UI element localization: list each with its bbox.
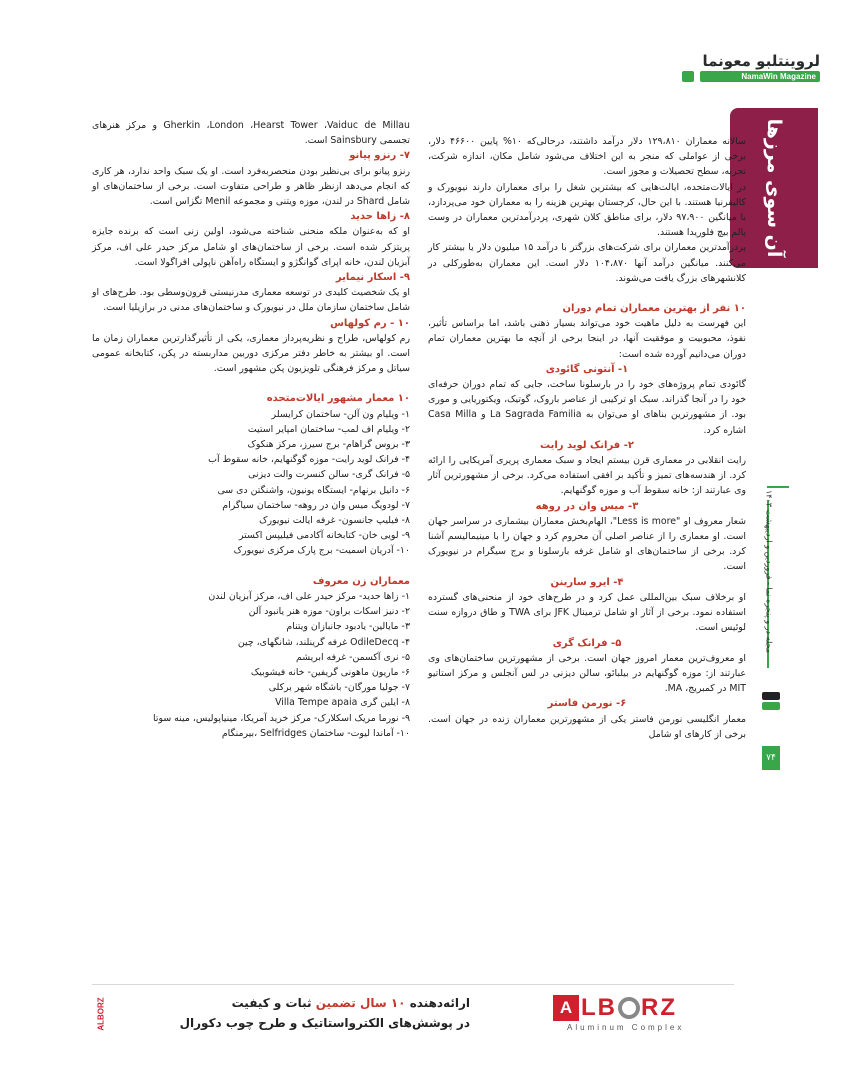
list-item: ۶- دانیل برنهام- ایستگاه یونیون، واشنگتن دی سی xyxy=(217,484,410,496)
list-item: ۱- زاها حدید- مرکز حیدر علی اف، مرکز آبزیان لندن xyxy=(208,590,410,602)
list-item: ۴- فرانک لوید رایت- موزه گوگنهایم، خانه سقوط آب xyxy=(208,454,410,466)
side-tick xyxy=(767,486,789,488)
architect-text: او یک شخصیت کلیدی در توسعه معماری مدرنیستی قرون‌وسطی بود. طرح‌های او شامل ساختمان سازمان ملل در نیویورک و ساختمان‌های مدنی در برازیلیا است. xyxy=(92,287,410,314)
architect-text: او برخلاف سبک بین‌المللی عمل کرد و در طرح‌های خود از منحنی‌های گسترده استفاده نمود. برخی از آثار او شامل ترمینال JFK برای TWA و طاق دروازه سنت لوئیس است. xyxy=(428,591,747,634)
list-item: ۳- بروس گراهام- برج سیرز، مرکز هنکوک xyxy=(247,439,410,451)
list-item: ۷- لودویگ میس وان در روهه- ساختمان سیاگرام xyxy=(222,499,410,511)
architect-heading: ۵- فرانک گری xyxy=(552,637,622,649)
architect-heading: ۸- زاها حدید xyxy=(350,211,410,223)
article-column-left xyxy=(92,118,410,741)
section-intro: این فهرست به دلیل ماهیت خود می‌تواند بسیار ذهنی باشد، اما براساس تأثیر، نفوذ، محبوبیت و موفقیت آنها، در اینجا برخی از آنچه ما بهترین معماران تمام دوران می‌دانیم آورده شده است: xyxy=(428,318,746,360)
list-item: ۶- ماریون ماهونی گریفین- خانه فیشوبیک xyxy=(250,666,410,678)
architect-heading: ۱۰ - رم کولهاس xyxy=(330,317,410,329)
continuation-text: Gherkin ،London ،Hearst Tower ،Vaiduc de Millau و مرکز هنرهای تجسمی Sainsbury است. xyxy=(92,120,410,147)
architect-text: رایت انقلابی در معماری قرن بیستم ایجاد و سبک معماری پریری آمریکایی را ارائه کرد. از هندسه‌های تمیز و تأکید بر افقی استفاده می‌کرد. برخی از مشهورترین آثار وی عبارتند از: خانه سقوط آب و موزه گوگنهایم. xyxy=(428,455,746,497)
list-item: ۲- دنیز اسکات براون- موزه هنر یانبود آلن xyxy=(248,606,410,618)
architect-heading: ۷- رنزو پیانو xyxy=(349,150,410,162)
architect-heading: ۹- اسکار نیمایر xyxy=(335,272,410,284)
ad-tagline-secondary: در پوشش‌های الکترواستاتیک و طرح چوب دکورال xyxy=(179,1016,470,1030)
architect-heading: ۳- میس وان در روهه xyxy=(535,500,639,512)
alborz-wordmark: LB RZ xyxy=(581,994,677,1021)
list-item: ۳- مایالین- یادبود جانبازان ویتنام xyxy=(286,621,410,633)
architect-text: گائودی تمام پروژه‌های خود را در بارسلونا ساخت، جایی که تمام دوران حرفه‌ای خود را در آنجا گذراند. سبک او ترکیبی از عناصر باروک، گوتیک، ویکتوریایی و موری بود. از مشهورترین بناهای او می‌توان به La Sagrada Familia و Casa Milla اشاره کرد. xyxy=(428,379,746,436)
alborz-logo-mark: A xyxy=(553,995,579,1021)
architect-heading: ۶- نورمن فاستر xyxy=(547,698,627,710)
architect-text: رم کولهاس، طراح و نظریه‌پرداز معماری، یکی از تأثیرگذارترین معماران زمان ما است. او بیشتر به خاطر دفتر مرکزی دوربین مداربسته در پکن، کتابخانه عمومی سیاتل و مرکز فرهنگی تلویزیون پکن مشهور است. xyxy=(92,332,410,375)
intro-paragraph: در ایالات‌متحده، ایالت‌هایی که بیشترین شغل را برای معماران دارند نیویورک و کالیفرنیا هستند. با این حال، کرجستان بهترین هزینه را به معماران خود می‌پردازد، با میانگین ۹۷،۹۰۰ دلار، برای مناطق کلان شهری، پردرآمدترین معماران در وست پالم بیچ فلوریدا هستند. xyxy=(428,181,746,239)
architect-heading: ۲- فرانک لوید رایت xyxy=(540,439,634,451)
list-item: ۸- ایلین گری Villa Tempe apaia xyxy=(275,697,410,709)
architect-heading: ۴- ایرو سارینن xyxy=(550,576,624,588)
ad-tagline-end: ثبات و کیفیت xyxy=(231,996,312,1010)
list-item: ۴- OdileDecq غرفه گرینلند، شانگهای، چین xyxy=(237,636,410,648)
logo-mark xyxy=(682,71,694,82)
page-number: ۷۴ xyxy=(762,746,780,770)
logo-text: لروینتلبو معونما xyxy=(702,52,820,70)
famous-us-heading: ۱۰ معمار مشهور ایالات‌متحده xyxy=(266,393,410,405)
list-item: ۹- نورما مریک اسکلارک- مرکز خرید آمریکا، مینیاپولیس، مینه سوتا xyxy=(153,712,410,724)
architect-text: او معروف‌ترین معمار امروز جهان است. برخی از مشهورترین ساختمان‌های وی عبارتند از: موزه گوگنهایم در بیلبائو، سالن دیزنی در لس آنجلس و مرکز استاتیو MIT در کمبریج، MA. xyxy=(428,652,746,695)
list-item: ۷- جولیا مورگان- باشگاه شهر برکلی xyxy=(268,682,410,694)
list-item: ۵- نری آکسمن- غرفه ابریشم xyxy=(295,651,410,663)
architect-text: معمار انگلیسی نورمن فاستر یکی از مشهورترین معماران زنده در جهان است. برخی از کارهای او شامل xyxy=(428,713,746,740)
article-column-right xyxy=(428,134,746,742)
list-item: ۸- فیلیپ جانسون- غرفه ایالت نیویورک xyxy=(259,515,410,527)
list-item: ۵- فرانک گری- سالن کنسرت والت دیزنی xyxy=(248,469,410,481)
intro-paragraph: پردرآمدترین معماران برای شرکت‌های بزرگتر با درآمد ۱۵ میلیون دلار یا بیشتر کار می‌کنند. میانگین درآمد آنها ۱۰۴،۸۷۰ دلار است. این معماران به‌طورکلی در کلانشهرهای بزرگ یافت می‌شوند. xyxy=(428,242,747,284)
architect-text: شعار معروف او "Less is more"، الهام‌بخش معماران بیشماری در سراسر جهان است. او معماری را از عناصر اصلی آن محروم کرد و جهان را با مینیمالیسم آشنا کرد. برخی از ساختمان‌های او شامل غرفه بارسلونا و برج سیگرام در نیویورک است. xyxy=(428,515,747,573)
architect-text: او که به‌عنوان ملکه منحنی شناخته می‌شود، اولین زنی است که برنده جایزه پریتزکر شده است. برخی از ساختمان‌های او شامل مرکز حیدر علی اف، مرکز آبزیان لندن، خانه اپرای گوانگژو و ایستگاه راه‌آهن ناپولی افراگولا است. xyxy=(92,226,410,268)
list-item: ۱- ویلیام ون آلن- ساختمان کرایسلر xyxy=(271,408,410,420)
ad-tagline-highlight: ۱۰ سال تضمین xyxy=(315,996,406,1010)
women-heading: معماران زن معروف xyxy=(312,575,410,587)
alborz-logo xyxy=(553,995,731,1035)
list-item: ۲- ویلیام اف لمب- ساختمان امپایر استیت xyxy=(247,423,410,435)
magazine-logo xyxy=(628,52,820,86)
list-item: ۹- لویی خان- کتابخانه آکادمی فیلیپس اکستر xyxy=(238,530,410,542)
section-heading: ۱۰ نفر از بهترین معماران تمام دوران xyxy=(562,303,746,315)
list-item: ۱۰- آدریان اسمیت- برج پارک مرکزی نیویورک xyxy=(233,545,410,557)
ad-divider xyxy=(92,984,734,985)
side-logo-icon xyxy=(760,690,782,712)
side-issue-text xyxy=(763,490,775,820)
logo-subtitle: NamaWin Magazine xyxy=(741,72,816,81)
ad-tagline xyxy=(200,996,470,1010)
alborz-o-icon xyxy=(618,997,640,1019)
list-item: ۱۰- آماندا لیوت- ساختمان Selfridges ،بیرمنگام xyxy=(221,727,410,739)
issue-label: مجله در و پنجره نما - فروردین و اردیبهشت ۱۴۰۳ xyxy=(764,490,774,654)
architect-text: رنزو پیانو برای بی‌نظیر بودن منحصربه‌فرد است. او یک سبک واحد ندارد، هر کاری که انجام می‌دهد ازنظر ظاهر و طراحی متفاوت است. برخی از ساختمان‌های او شامل Shard در لندن، موزه ویتنی و مجموعه Menil تگزاس است. xyxy=(92,165,410,208)
intro-paragraph: سالانه معماران ۱۲۹،۸۱۰ دلار درآمد داشتند، درحالی‌که ۱۰% پایین ۴۶۶۰۰ دلار، برخی از عواملی که منجر به این اختلاف می‌شود شامل مکان، اندازه شرکت، تجربه، سطح تحصیلات و مجوز است. xyxy=(428,136,746,178)
alborz-subtitle: Aluminum Complex xyxy=(567,1023,685,1032)
section-tab-label: آن سوی مرزها xyxy=(763,118,785,258)
ad-tagline-start: ارائه‌دهنده xyxy=(409,996,470,1010)
architect-heading: ۱- آنتونی گائودی xyxy=(545,363,629,375)
alborz-vertical-mark: ALBORZ xyxy=(96,997,106,1031)
